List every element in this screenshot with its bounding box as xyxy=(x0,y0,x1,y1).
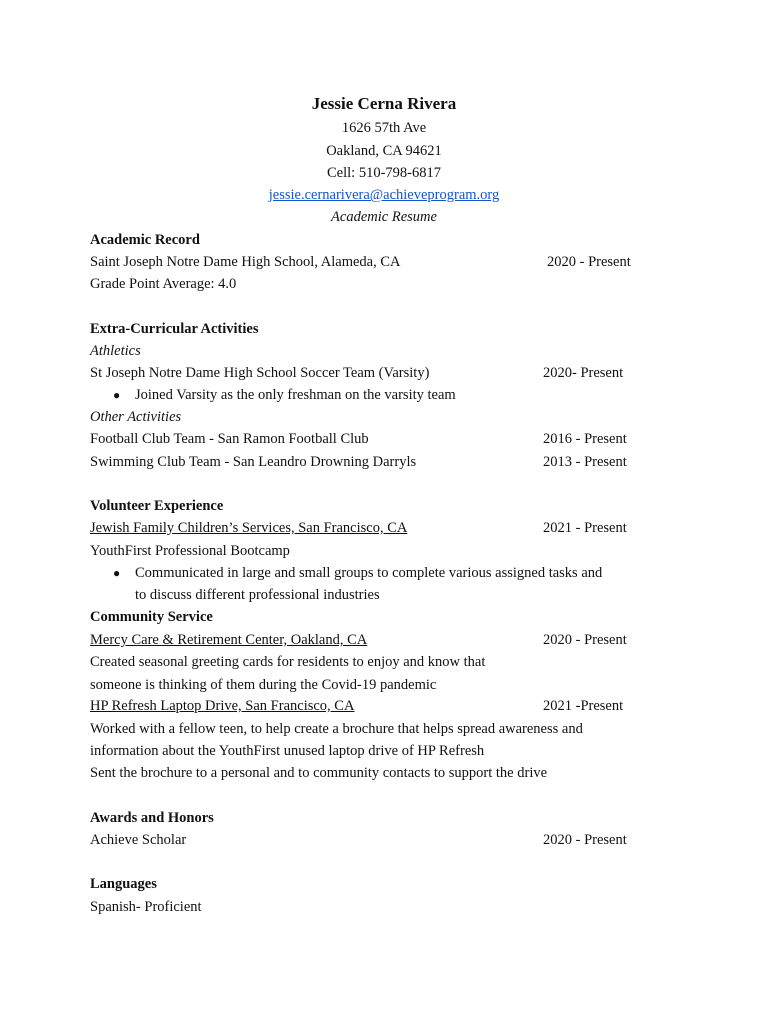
school-dates: 2020 - Present xyxy=(547,254,631,270)
extracurricular-heading: Extra-Curricular Activities xyxy=(90,321,259,337)
volunteer-dates: 2021 - Present xyxy=(543,520,627,536)
football-entry: Football Club Team - San Ramon Football Club xyxy=(90,431,369,447)
volunteer-program: YouthFirst Professional Bootcamp xyxy=(90,543,290,559)
hp-desc-line1: Worked with a fellow teen, to help create a brochure that helps spread awareness and xyxy=(90,721,583,737)
awards-heading: Awards and Honors xyxy=(90,810,214,826)
soccer-entry: St Joseph Notre Dame High School Soccer Team (Varsity) xyxy=(90,365,430,381)
soccer-dates: 2020- Present xyxy=(543,365,624,381)
languages-heading: Languages xyxy=(90,876,157,892)
swimming-entry: Swimming Club Team - San Leandro Drowning Darryls xyxy=(90,454,417,470)
community-heading: Community Service xyxy=(90,609,213,625)
gpa-line: Grade Point Average: 4.0 xyxy=(90,276,237,292)
hp-desc-line3: Sent the brochure to a personal and to community contacts to support the drive xyxy=(90,765,548,781)
swimming-dates: 2013 - Present xyxy=(543,454,627,470)
volunteer-heading: Volunteer Experience xyxy=(90,498,224,514)
hp-dates: 2021 -Present xyxy=(543,698,624,714)
resume-name: Jessie Cerna Rivera xyxy=(311,94,457,113)
address-line: 1626 57th Ave xyxy=(341,120,427,136)
mercy-org: Mercy Care & Retirement Center, Oakland, CA xyxy=(90,632,368,648)
email-link[interactable]: jessie.cernarivera@achieveprogram.org xyxy=(268,187,500,203)
football-dates: 2016 - Present xyxy=(543,431,627,447)
award-dates: 2020 - Present xyxy=(543,832,627,848)
volunteer-bullet-line1: Communicated in large and small groups to complete various assigned tasks and xyxy=(135,565,603,581)
other-activities-label: Other Activities xyxy=(90,409,182,425)
hp-desc-line2: information about the YouthFirst unused laptop drive of HP Refresh xyxy=(90,743,485,759)
school-entry: Saint Joseph Notre Dame High School, Alameda, CA xyxy=(90,254,401,270)
mercy-dates: 2020 - Present xyxy=(543,632,627,648)
cell-line: Cell: 510-798-6817 xyxy=(327,165,441,181)
resume-subtitle: Academic Resume xyxy=(331,209,437,225)
bullet-icon: ● xyxy=(113,566,121,580)
volunteer-bullet-line2: to discuss different professional industries xyxy=(135,587,380,603)
bullet-icon: ● xyxy=(113,388,121,402)
mercy-desc-line1: Created seasonal greeting cards for residents to enjoy and know that xyxy=(90,654,486,670)
mercy-desc-line2: someone is thinking of them during the Covid-19 pandemic xyxy=(90,677,437,693)
award-entry: Achieve Scholar xyxy=(90,832,187,848)
academic-heading: Academic Record xyxy=(90,232,200,248)
athletics-label: Athletics xyxy=(90,343,141,359)
email-row xyxy=(0,186,768,204)
soccer-bullet: Joined Varsity as the only freshman on the varsity team xyxy=(135,387,456,403)
hp-org: HP Refresh Laptop Drive, San Francisco, CA xyxy=(90,698,355,714)
language-entry: Spanish- Proficient xyxy=(90,899,202,915)
city-line: Oakland, CA 94621 xyxy=(326,143,442,159)
volunteer-org: Jewish Family Children’s Services, San Francisco, CA xyxy=(90,520,408,536)
